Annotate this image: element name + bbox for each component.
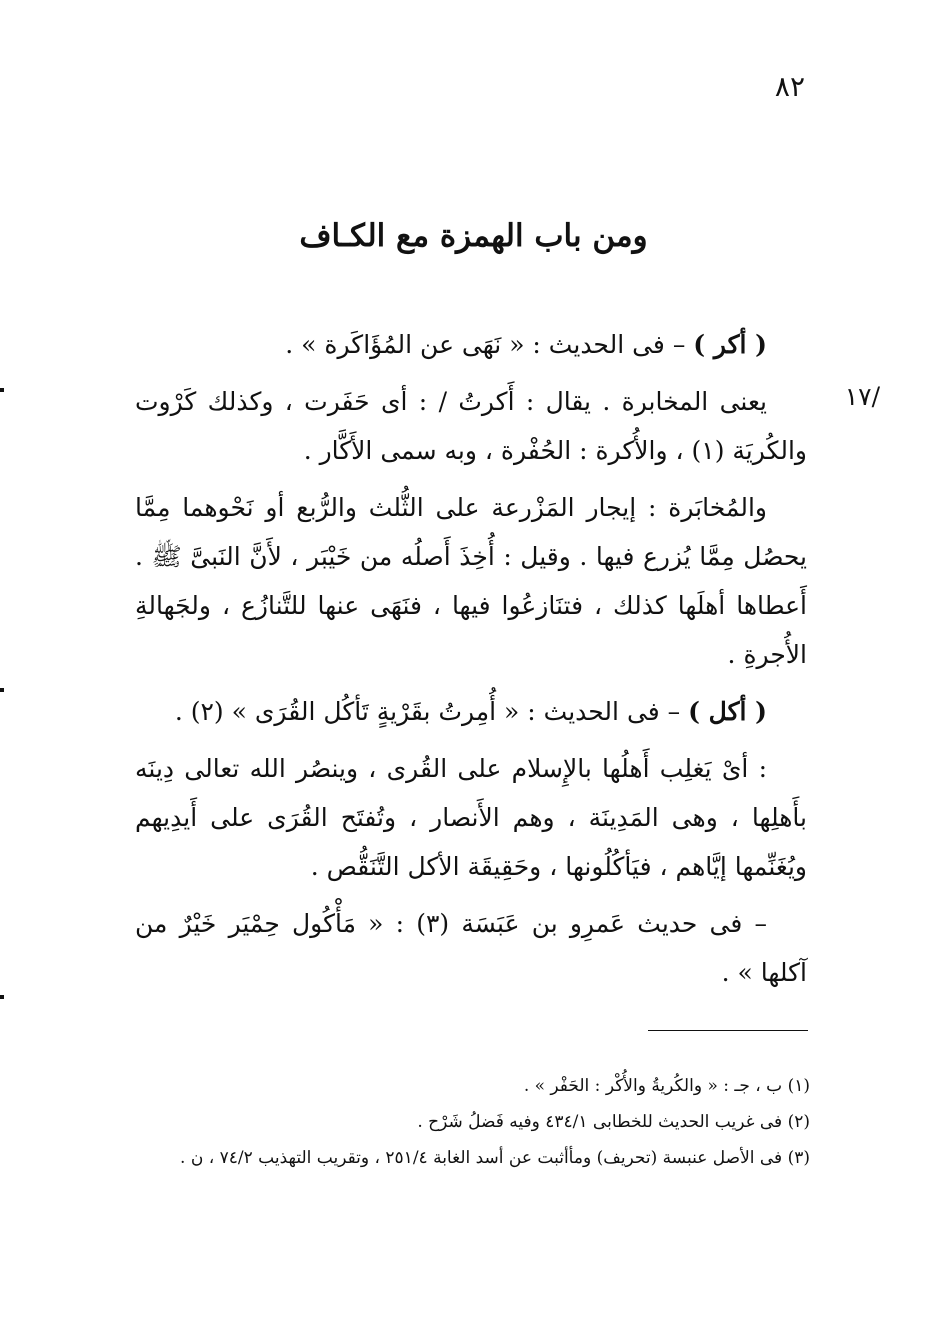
footnote: (٢) فى غريب الحديث للخطابى ٤٣٤/١ وفيه فَضلُ شَرْح . [417, 1112, 810, 1132]
margin-reference: /١٧ [844, 382, 880, 411]
footnote: (١) ب ، جـ : « والكُريةُ والأُكْر : الحَفْر » . [523, 1076, 810, 1096]
entry-text: يعنى المخابرة . يقال : أَكرتُ / : أى حَفَرت ، وكذلك كَرْوت والكُريَة (١) ، والأُكرة : الحُفْرة ، وبه سمى الأَكَّار . [135, 387, 807, 465]
entry-headword: ( أكل ) [688, 697, 767, 726]
scan-edge-mark [0, 995, 4, 999]
footnote-separator [648, 1030, 808, 1031]
entry-paragraph [135, 899, 807, 997]
entry-paragraph [135, 377, 807, 475]
entry-headword: ( أكر ) [693, 330, 767, 359]
entry-text: : أىْ يَغلِب أَهلُها بالإِسلام على القُرى ، وينصُر الله تعالى دِينَه بأَهلِها ، وهى المَدِينَة ، وهم الأَنصار ، وتُفتَح القُرَى على أَيدِيهم ويُغَنِّمها إيَّاهم ، فيَأكُلُونها ، وحَقِيقَة الأكل التَّنَقُّص . [135, 754, 807, 881]
footnote: (٣) فى الأصل عنبسة (تحريف) ومأأثبت عن أسد الغابة ٢٥١/٤ ، وتقريب التهذيب ٧٤/٢ ، ن . [180, 1148, 810, 1168]
entry-paragraph [135, 687, 807, 736]
chapter-title: ومن باب الهمزة مع الكـاف [299, 218, 648, 254]
footnotes [145, 1068, 810, 1176]
entry-text: – فى الحديث : « أُمِرتُ بقَرْيةٍ تَأكُل القُرَى » (٢) . [174, 697, 681, 726]
entry-text: والمُخابَرة : إيجار المَزْرعة على الثُّلث والرُّبع أو نَحْوهما مِمَّا يحصُل مِمَّا يُزرع فيها . وقيل : أُخِذَ أَصلُه من خَيْبَر ، لأَنَّ النَبىَّ ﷺ . أَعطاها أهلَها كذلك ، فتنَازعُوا فيها ، فنَهَى عنها للتَّنازُع ، ولجَهالةِ الأُجرةِ . [135, 493, 807, 669]
entry-paragraph [135, 744, 807, 891]
entry-paragraph [135, 483, 807, 679]
entry-paragraph [135, 320, 807, 369]
page-number: ٨٢ [774, 70, 805, 103]
entry-text: – فى حديث عَمرِو بن عَبَسَة (٣) : « مَأْكُول حِمْيَر خَيْرٌ من آكلها » . [135, 909, 807, 987]
scan-edge-mark [0, 688, 4, 692]
scan-edge-mark [0, 388, 4, 392]
entry-text: – فى الحديث : « نَهَى عن المُؤَاكَرة » . [285, 330, 686, 359]
body-text [135, 320, 807, 1005]
